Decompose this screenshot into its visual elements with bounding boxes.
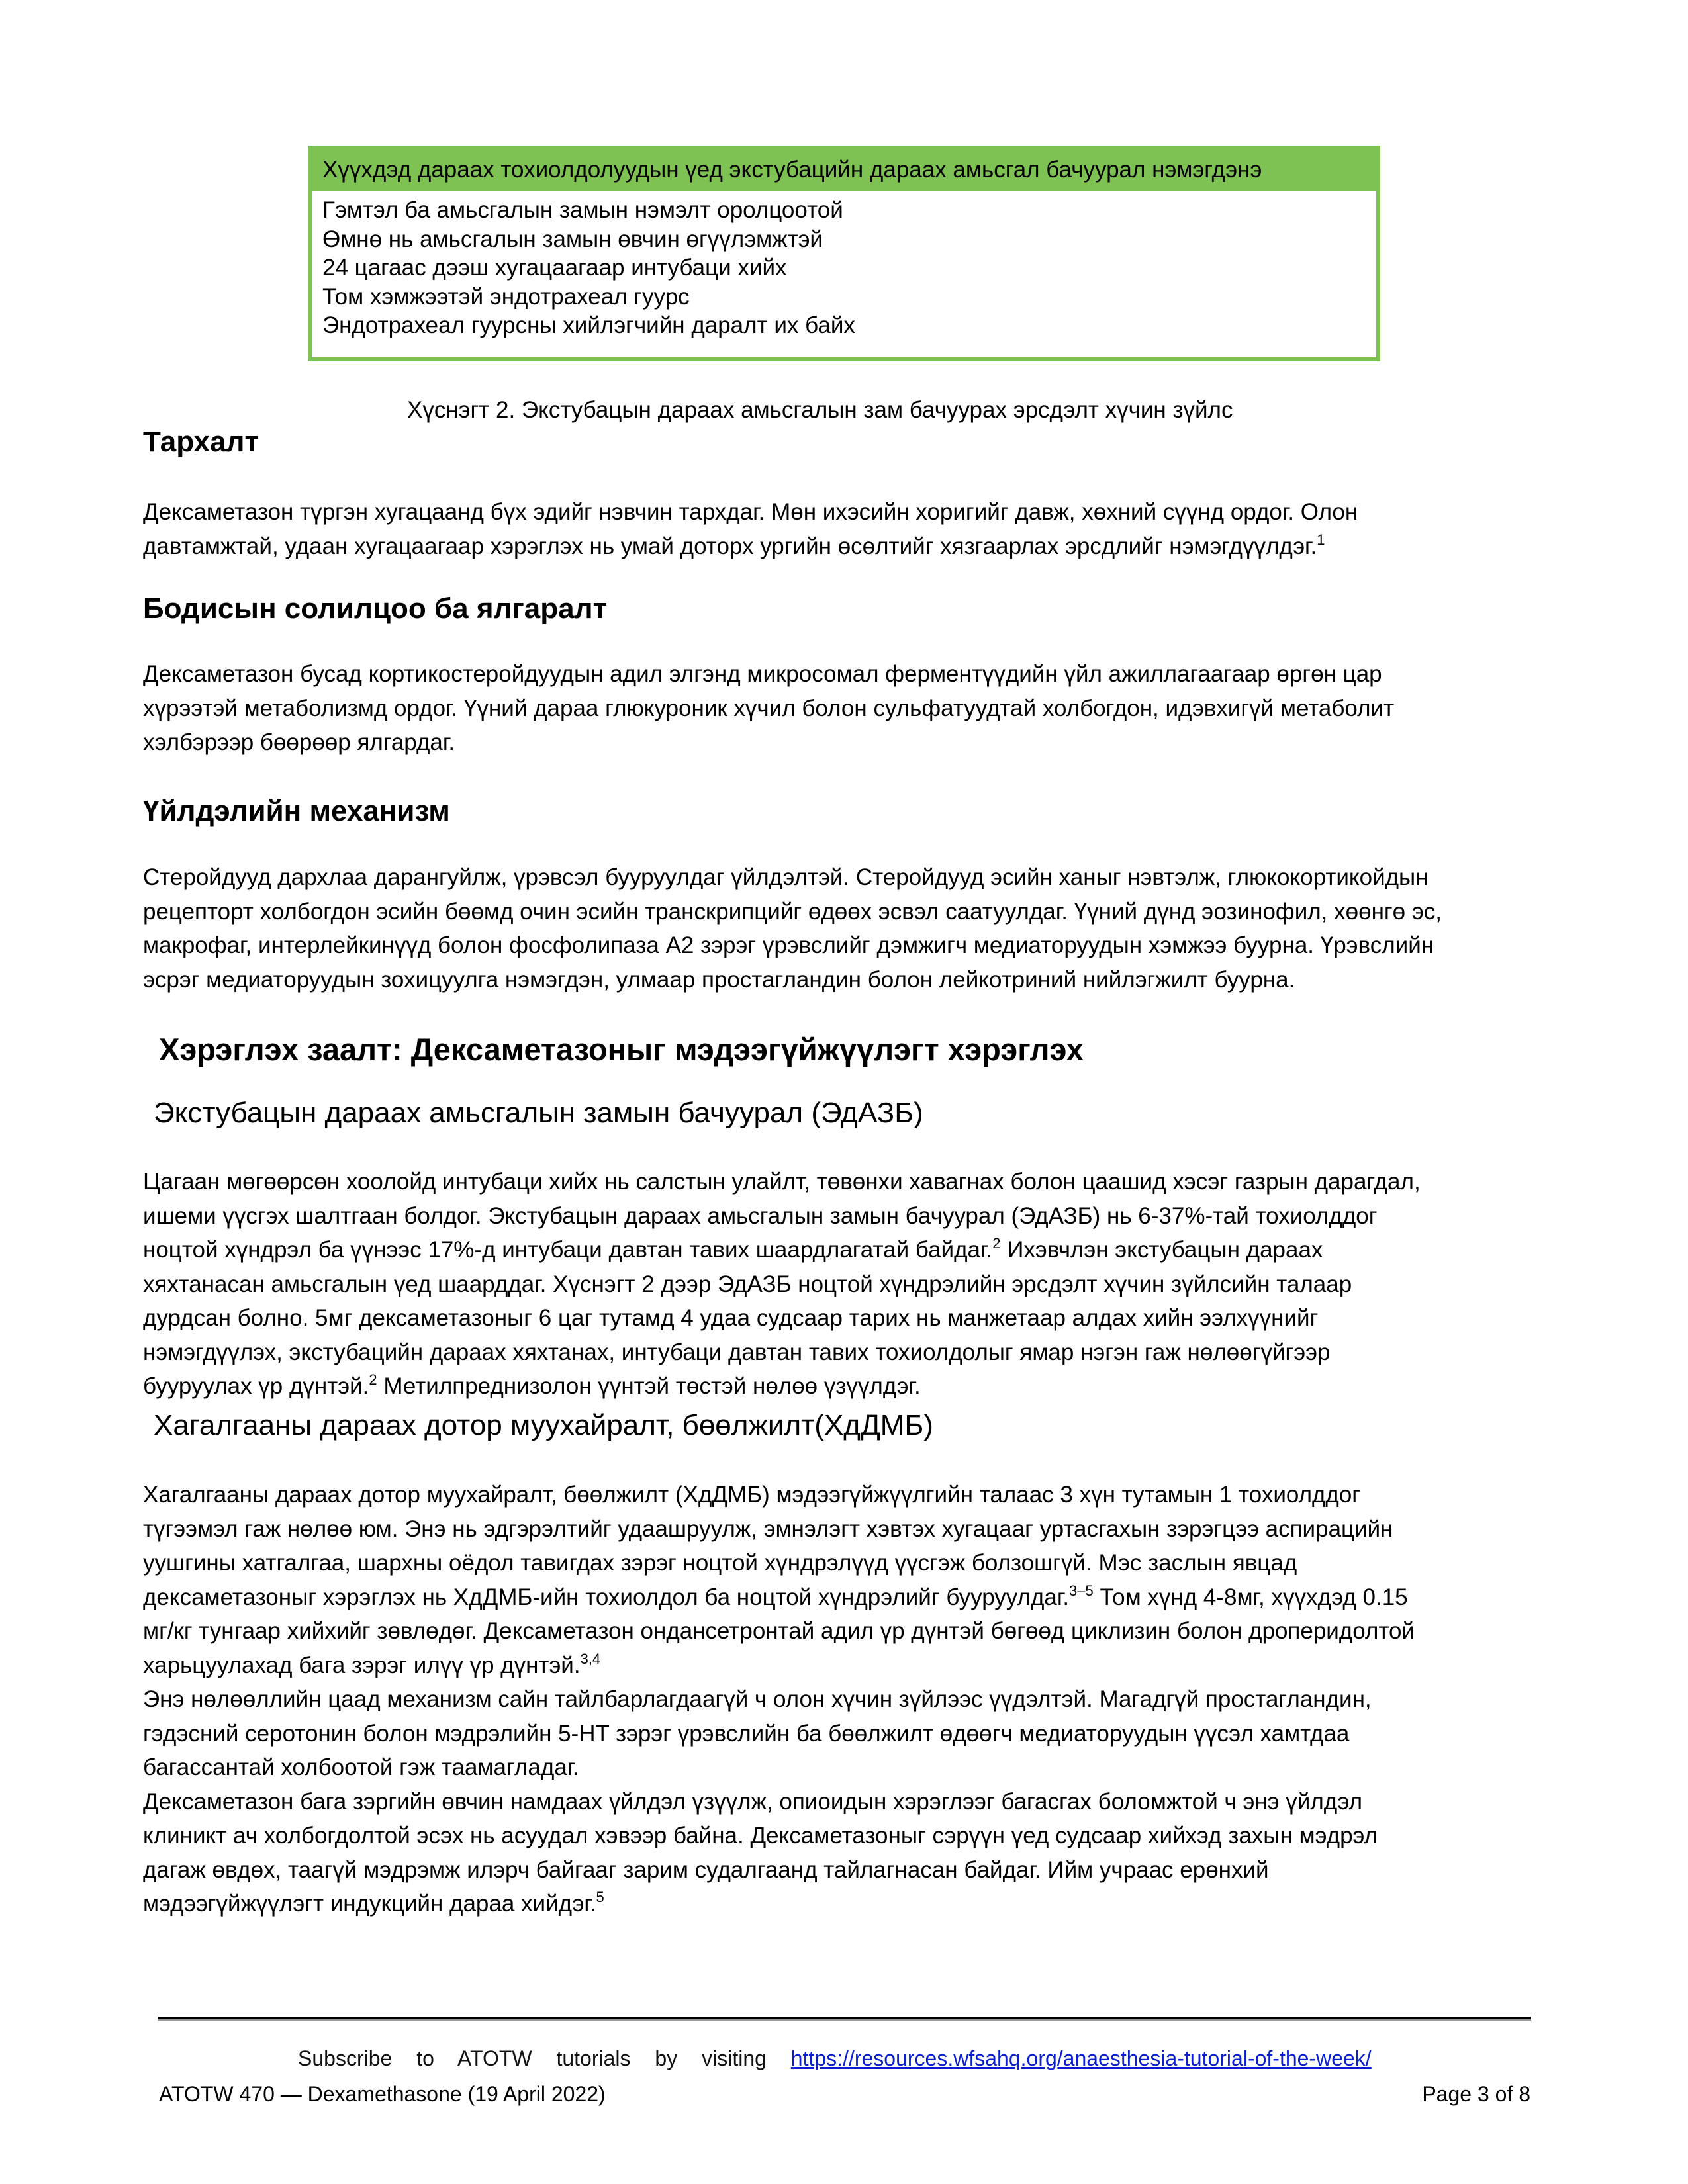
text-segment: ноцтой хүндрэл ба үүнээс 17%-д интубаци давтан тавих шаардлагатай байдаг. [143, 1237, 993, 1263]
text-segment: Ихэвчлэн экстубацын дараах [1000, 1237, 1323, 1263]
text-line: Энэ нөлөөллийн цаад механизм сайн тайлбарлагдаагүй ч олон хүчин зүйлээс үүдэлтэй. Магадгүй простагландин, [143, 1686, 1372, 1712]
page-number: Page 3 of 8 [1422, 2082, 1530, 2106]
text-line: рецепторт холбогдон эсийн бөөмд очин эсийн транскрипцийг өдөөх эсвэл саатуулдаг. Үүний дүнд эозинофил, хөөнгө эс, [143, 898, 1442, 925]
risk-item: Эндотрахеал гуурсны хийлэгчийн даралт их байх [322, 312, 855, 338]
text-segment: давтамжтай, удаан хугацаагаар хэрэглэх нь умай доторх ургийн өсөлтийг хязгаарлах эрсдлийг нэмэгдүүлдэг. [143, 533, 1317, 559]
text-line: уушгины хатгалгаа, шархны оёдол тавигдах зэрэг ноцтой хүндрэлүүд үүсгэж болзошгүй. Мэс заслын явцад [143, 1550, 1297, 1576]
heading-indications: Хэрэглэх заалт: Дексаметазоныг мэдээгүйжүүлэгт хэрэглэх [159, 1032, 1084, 1067]
text-line: Стеройдууд дархлаа дарангуйлж, үрэвсэл бууруулдаг үйлдэлтэй. Стеройдууд эсийн ханыг нэвтэлж, глюкокортикойдын [143, 864, 1429, 890]
text-line: хэлбэрээр бөөрөөр ялгардаг. [143, 729, 455, 755]
citation: 1 [1317, 531, 1325, 548]
text-line: мг/кг тунгаар хийхийг зөвлөдөг. Дексаметазон ондансетронтай адил үр дүнтэй бөгөөд циклизин болон дроперидолтой [143, 1618, 1415, 1644]
risk-table-body [312, 191, 1376, 357]
text-line: Хагалгааны дараах дотор муухайралт, бөөлжилт (ХдДМБ) мэдээгүйжүүлгийн талаас 3 хүн тутамын 1 тохиолддог [143, 1482, 1361, 1508]
text-line: Дексаметазон бага зэргийн өвчин намдаах үйлдэл үзүүлж, опиоидын хэрэглээг багасгах боломжтой ч энэ үйлдэл [143, 1788, 1363, 1815]
text-line: ишеми үүсгэх шалтгаан болдог. Экстубацын дараах амьсгалын замын бачуурал (ЭдАЗБ) нь 6-37%-тай тохиолддог [143, 1203, 1378, 1229]
risk-item: Гэмтэл ба амьсгалын замын нэмэлт оролцоотой [322, 197, 843, 223]
text-line: эсрэг медиаторуудын зохицуулга нэмэгдэн, улмаар простагландин болон лейкотриний нийлэгжилт буурна. [143, 966, 1295, 993]
table-caption: Хүснэгт 2. Экстубацын дараах амьсгалын зам бачуурах эрсдэлт хүчин зүйлс [407, 397, 1233, 423]
text-line: дурдсан болно. 5мг дексаметазоныг 6 цаг тутамд 4 удаа судсаар тарих нь манжетаар алдах хийн ээлхүүнийг [143, 1305, 1319, 1331]
text-segment: мэдээгүйжүүлэгт индукцийн дараа хийдэг. [143, 1891, 596, 1917]
paragraph-distribution [143, 495, 1553, 563]
risk-item: Том хэмжээтэй эндотрахеал гуурс [322, 283, 690, 310]
footer-divider [158, 2017, 1531, 2021]
text-line: хүрээтэй метаболизмд ордог. Үүний дараа глюкуроник хүчил болон сульфатуудтай холбогдон, идэвхигүй метаболит [143, 695, 1395, 721]
citation: 2 [992, 1235, 1001, 1251]
risk-table-header: Хүүхдэд дараах тохиолдолуудын үед экстубацийн дараах амьсгал бачуурал нэмэгдэнэ [312, 150, 1376, 191]
paragraph-metabolism [143, 657, 1553, 760]
text-line: Цагаан мөгөөрсөн хоолойд интубаци хийх нь салстын улайлт, төвөнхи хавагнах болон цаашид хэсэг газрын дарагдал, [143, 1169, 1421, 1195]
text-line: нэмэгдүүлэх, экстубацийн дараах хяхтанах, интубаци давтан тавих тохиолдолыг ямар нэгэн гаж нөлөөгүйгээр [143, 1339, 1331, 1365]
citation: 5 [596, 1889, 604, 1905]
paragraph-ponv [143, 1478, 1553, 1921]
document-label: ATOTW 470 — Dexamethasone (19 April 2022) [159, 2082, 606, 2106]
heading-distribution: Тархалт [143, 426, 259, 458]
text-line [143, 1233, 1553, 1267]
text-line: хяхтанасан амьсгалын үед шаарддаг. Хүснэгт 2 дээр ЭдАЗБ ноцтой хүндрэлийн эрсдэлт хүчин зүйлсийн талаар [143, 1271, 1352, 1297]
text-line: багассантай холбоотой гэж таамагладаг. [143, 1754, 580, 1780]
paragraph-mechanism [143, 860, 1553, 997]
text-line: макрофаг, интерлейкинүүд болон фосфолипаза А2 зэрэг үрэвслийг дэмжигч медиаторуудын хэмжээ буурна. Үрэвслийн [143, 933, 1434, 958]
text-line [143, 529, 1553, 564]
text-line [143, 1887, 1553, 1921]
heading-ponv: Хагалгааны дараах дотор муухайралт, бөөлжилт(ХдДМБ) [154, 1409, 933, 1441]
text-line: түгээмэл гаж нөлөө юм. Энэ нь эдгэрэлтийг удаашруулж, эмнэлэгт хэвтэх хугацааг уртасгахын зэрэгцээ аспирацийн [143, 1516, 1393, 1542]
text-segment: Метилпреднизолон үүнтэй төстэй нөлөө үзүүлдэг. [377, 1373, 921, 1399]
heading-post-extubation-stridor: Экстубацын дараах амьсгалын замын бачуурал (ЭдАЗБ) [154, 1097, 923, 1129]
citation: 2 [369, 1371, 377, 1388]
subscribe-link[interactable]: https://resources.wfsahq.org/anaesthesia-tutorial-of-the-week/ [790, 2046, 1372, 2070]
text-segment: бууруулах үр дүнтэй. [143, 1373, 369, 1399]
text-line: Дексаметазон бусад кортикостеройдуудын адил элгэнд микросомал ферментүүдийн үйл ажиллагаагаар өргөн цар [143, 661, 1382, 687]
text-line: гэдэсний серотонин болон мэдрэлийн 5-HT зэрэг үрэвслийн ба бөөлжилт өдөөгч медиаторуудын үүсэл хамтдаа [143, 1720, 1350, 1747]
risk-item: 24 цагаас дээш хугацаагаар интубаци хийх [322, 255, 787, 281]
text-segment: дексаметазоныг хэрэглэх нь ХдДМБ-ийн тохиолдол ба ноцтой хүндрэлийг бууруулдаг. [143, 1584, 1070, 1610]
heading-mechanism: Үйлдэлийн механизм [143, 795, 450, 827]
text-line: Дексаметазон түргэн хугацаанд бүх эдийг нэвчин тархдаг. Мөн ихэсийн хоригийг давж, хөхний сүүнд ордог. Олон [143, 499, 1358, 525]
text-segment: Том хүнд 4-8мг, хүүхдэд 0.15 [1093, 1584, 1408, 1610]
subscribe-text: Subscribe to ATOTW tutorials by visiting [298, 2046, 767, 2070]
risk-item: Өмнө нь амьсгалын замын өвчин өгүүлэмжтэй [322, 226, 823, 252]
citation: 3,4 [580, 1650, 601, 1667]
risk-factor-table [308, 146, 1380, 361]
subscribe-line [298, 2045, 1372, 2071]
citation: 3–5 [1069, 1582, 1094, 1599]
text-line [143, 1369, 1553, 1404]
text-line [143, 1580, 1553, 1615]
text-line: дагаж өвдөх, таагүй мэдрэмж илэрч байгааг зарим судалгаанд тайлагнасан байдаг. Ийм учраас ерөнхий [143, 1856, 1269, 1883]
paragraph-post-extubation-stridor [143, 1165, 1553, 1404]
text-line: клиникт ач холбогдолтой эсэх нь асуудал хэвээр байна. Дексаметазоныг сэрүүн үед судсаар хийхэд захын мэдрэл [143, 1823, 1378, 1848]
text-segment: харьцуулахад бага зэрэг илүү үр дүнтэй. [143, 1652, 581, 1678]
text-line [143, 1649, 1553, 1683]
heading-metabolism: Бодисын солилцоо ба ялгаралт [143, 592, 608, 625]
